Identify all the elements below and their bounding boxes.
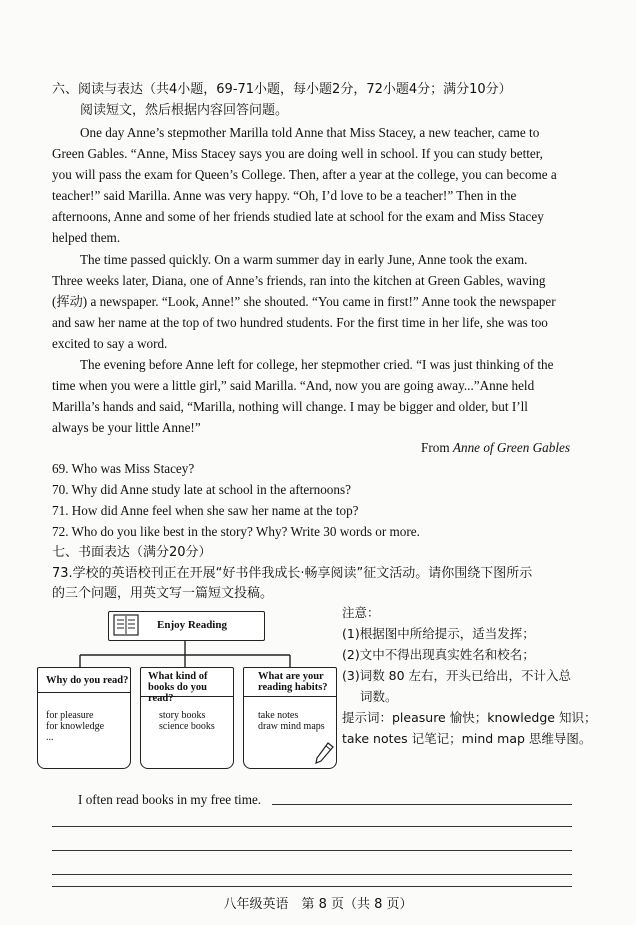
passage-line: helped them. <box>52 230 121 245</box>
diagram-title: Enjoy Reading <box>157 619 227 631</box>
writing-notes <box>342 602 602 749</box>
section-6-heading: 六、阅读与表达（共4小题，69-71小题，每小题2分，72小题4分；满分10分） <box>52 82 512 97</box>
pencil-icon <box>314 742 334 769</box>
diagram-box-why <box>37 667 131 769</box>
passage-line: afternoons, Anne and some of her friends studied late at school for the exam and Miss Stacey <box>52 209 544 224</box>
diagram-title-box <box>108 611 265 641</box>
writing-prompt-line-2: 的三个问题，用英文写一篇短文投稿。 <box>52 586 274 601</box>
hint-words-line-1: 提示词：pleasure 愉快；knowledge 知识； <box>342 710 597 725</box>
answer-line[interactable] <box>52 826 572 827</box>
section-7-heading: 七、书面表达（满分20分） <box>52 545 212 560</box>
section-6-instruction: 阅读短文，然后根据内容回答问题。 <box>80 103 289 118</box>
source-prefix: From <box>421 440 453 455</box>
diagram-box-habits <box>243 667 337 769</box>
mind-map-diagram <box>30 607 350 777</box>
passage-line: The time passed quickly. On a warm summer day in early June, Anne took the exam. <box>80 252 528 267</box>
box-item: story books <box>159 710 206 721</box>
question-71: 71. How did Anne feel when she saw her name at the top? <box>52 503 359 518</box>
box-item: draw mind maps <box>258 721 325 732</box>
answer-line[interactable] <box>52 874 572 875</box>
passage-line: always be your little Anne!” <box>52 420 201 435</box>
box-item: for pleasure <box>46 710 94 721</box>
box-item: ... <box>46 732 54 743</box>
question-69: 69. Who was Miss Stacey? <box>52 461 195 476</box>
passage-line: One day Anne’s stepmother Marilla told Anne that Miss Stacey, a new teacher, came to <box>80 125 540 140</box>
notes-item: 词数。 <box>360 689 398 704</box>
writing-prompt-line-1: 73.学校的英语校刊正在开展“好书伴我成长·畅享阅读”征文活动。请你围绕下图所示 <box>52 566 533 581</box>
diagram-box-kind <box>140 667 234 769</box>
page-footer: 八年级英语 第 8 页（共 8 页） <box>223 897 413 912</box>
passage-line: you will pass the exam for Queen’s College. Then, after a year at the college, you can become a <box>52 167 557 182</box>
notes-item: (1)根据图中所给提示，适当发挥； <box>342 626 535 641</box>
box-item: for knowledge <box>46 721 105 732</box>
passage-line: excited to say a word. <box>52 336 168 351</box>
passage-line: The evening before Anne left for college, her stepmother cried. “I was just thinking of the <box>80 357 554 372</box>
hint-words-line-2: take notes 记笔记；mind map 思维导图。 <box>342 731 592 746</box>
notes-item: (2)文中不得出现真实姓名和校名； <box>342 647 535 662</box>
box-title: What are your reading habits? <box>258 671 328 693</box>
passage-line: time when you were a little girl,” said Marilla. “And, now you are going away...”Anne held <box>52 378 535 393</box>
book-icon <box>113 614 139 636</box>
passage-line: (挥动) a newspaper. “Look, Anne!” she shouted. “You came in first!” Anne took the newspaper <box>52 294 556 309</box>
box-item: take notes <box>258 710 299 721</box>
passage-source <box>421 438 570 457</box>
answer-line[interactable] <box>52 850 572 851</box>
passage-line: Green Gables. “Anne, Miss Stacey says you are doing well in school. If you can study better, <box>52 146 543 161</box>
question-70: 70. Why did Anne study late at school in the afternoons? <box>52 482 351 497</box>
box-item: science books <box>159 721 215 732</box>
notes-title: 注意： <box>342 605 380 620</box>
passage-line: teacher!” said Marilla. Anne was very happy. “Oh, I’d love to be a teacher!” Then in the <box>52 188 517 203</box>
passage-line: Marilla’s hands and said, “Marilla, nothing will change. I may be bigger and older, but I’ll <box>52 399 528 414</box>
passage-line: Three weeks later, Diana, one of Anne’s friends, ran into the kitchen at Green Gables, waving <box>52 273 546 288</box>
box-title: What kind of books do you read? <box>148 671 208 704</box>
box-title: Why do you read? <box>46 675 129 686</box>
answer-line[interactable] <box>272 804 572 805</box>
source-title: Anne of Green Gables <box>452 440 570 455</box>
question-72: 72. Who do you like best in the story? Why? Write 30 words or more. <box>52 524 420 539</box>
passage-line: and saw her name at the top of two hundred students. For the first time in her life, she was too <box>52 315 548 330</box>
notes-item: (3)词数 80 左右，开头已给出，不计入总 <box>342 668 572 683</box>
essay-opening-sentence: I often read books in my free time. <box>78 792 262 807</box>
answer-line[interactable] <box>52 886 572 887</box>
